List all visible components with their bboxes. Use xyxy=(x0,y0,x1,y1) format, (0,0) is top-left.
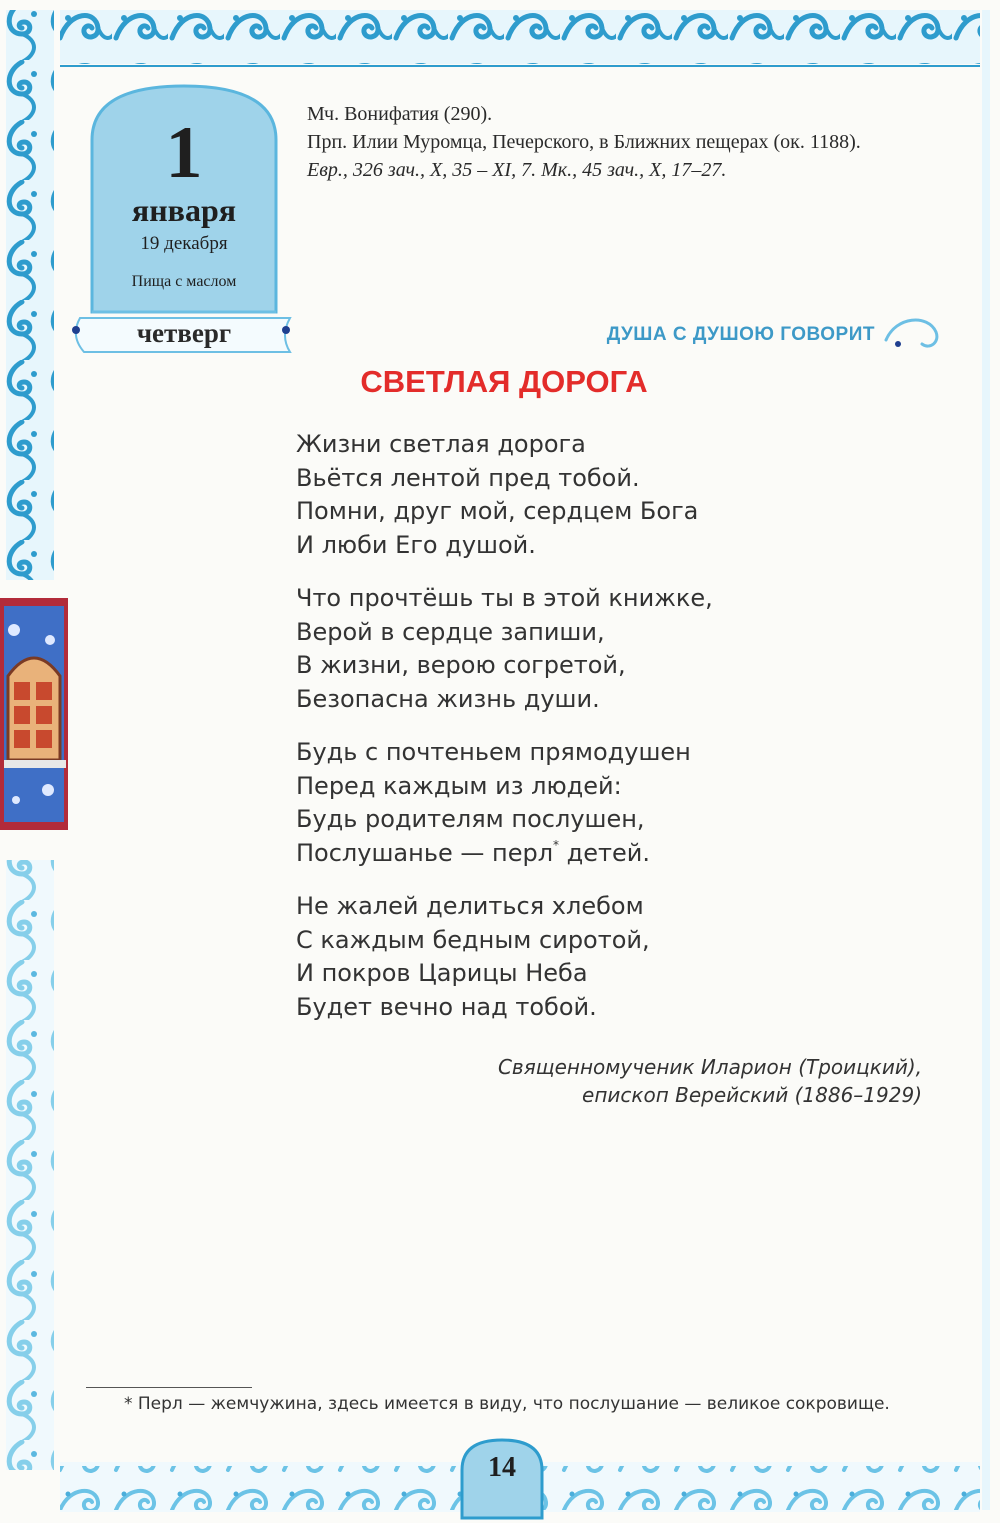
date-month: января xyxy=(131,192,237,228)
poem-line: С каждым бедным сиротой, xyxy=(296,925,650,954)
saint-line: Мч. Вонифатия (290). xyxy=(307,103,493,125)
poem-author xyxy=(498,1053,922,1109)
page-number: 14 xyxy=(488,1452,516,1483)
poem-line-text: Послушанье — перл xyxy=(296,838,554,867)
poem-line: Безопасна жизнь души. xyxy=(296,684,600,713)
poem-title: СВЕТЛАЯ ДОРОГА xyxy=(360,364,648,399)
scripture-reading: Евр., 326 зач., X, 35 – XI, 7. Мк., 45 зач., X, 17–27. xyxy=(307,159,727,181)
poem-line xyxy=(296,837,713,871)
poem-line: Будь с почтеньем прямодушен xyxy=(296,738,691,766)
poem-line: И люби Его душой. xyxy=(296,530,536,559)
poem-line: Что прочтёшь ты в этой книжке, xyxy=(296,584,713,612)
section-ornament xyxy=(886,320,937,346)
poem-line: В жизни, верою согретой, xyxy=(296,651,626,679)
date-block xyxy=(92,88,276,310)
poem-line: Жизни светлая дорога xyxy=(296,430,586,458)
poem-line-end: детей. xyxy=(559,838,650,867)
author-line: епископ Верейский (1886–1929) xyxy=(582,1083,922,1107)
poem-line: Не жалей делиться хлебом xyxy=(296,892,644,920)
author-line: Священномученик Иларион (Троицкий), xyxy=(497,1055,922,1079)
footnote-marker: * xyxy=(553,837,560,852)
poem-line: Будь родителям послушен, xyxy=(296,805,645,833)
weekday-label: четверг xyxy=(136,318,232,348)
saints-commemoration xyxy=(307,100,861,184)
poem-line: Верой в сердце запиши, xyxy=(296,617,605,646)
saint-line: Прп. Илии Муромца, Печерского, в Ближних пещерах (ок. 1188). xyxy=(307,131,861,153)
poem-line: Помни, друг мой, сердцем Бога xyxy=(296,497,699,525)
poem xyxy=(296,428,713,1044)
poem-stanza xyxy=(296,890,713,1024)
poem-stanza xyxy=(296,736,713,870)
date-day: 1 xyxy=(165,112,203,194)
poem-line: Перед каждым из людей: xyxy=(296,771,622,800)
poem-stanza xyxy=(296,582,713,716)
poem-stanza xyxy=(296,428,713,562)
fast-rule: Пища с маслом xyxy=(131,273,237,290)
poem-line: И покров Царицы Неба xyxy=(296,959,588,987)
date-old-style: 19 декабря xyxy=(140,233,228,254)
section-title: ДУША С ДУШОЮ ГОВОРИТ xyxy=(606,324,875,345)
footnote-divider xyxy=(86,1387,252,1388)
poem-line: Будет вечно над тобой. xyxy=(296,992,597,1021)
window-illustration xyxy=(0,598,68,830)
footnote: * Перл — жемчужина, здесь имеется в виду, что послушание — великое сокровище. xyxy=(124,1394,890,1414)
poem-line: Вьётся лентой пред тобой. xyxy=(296,463,640,492)
